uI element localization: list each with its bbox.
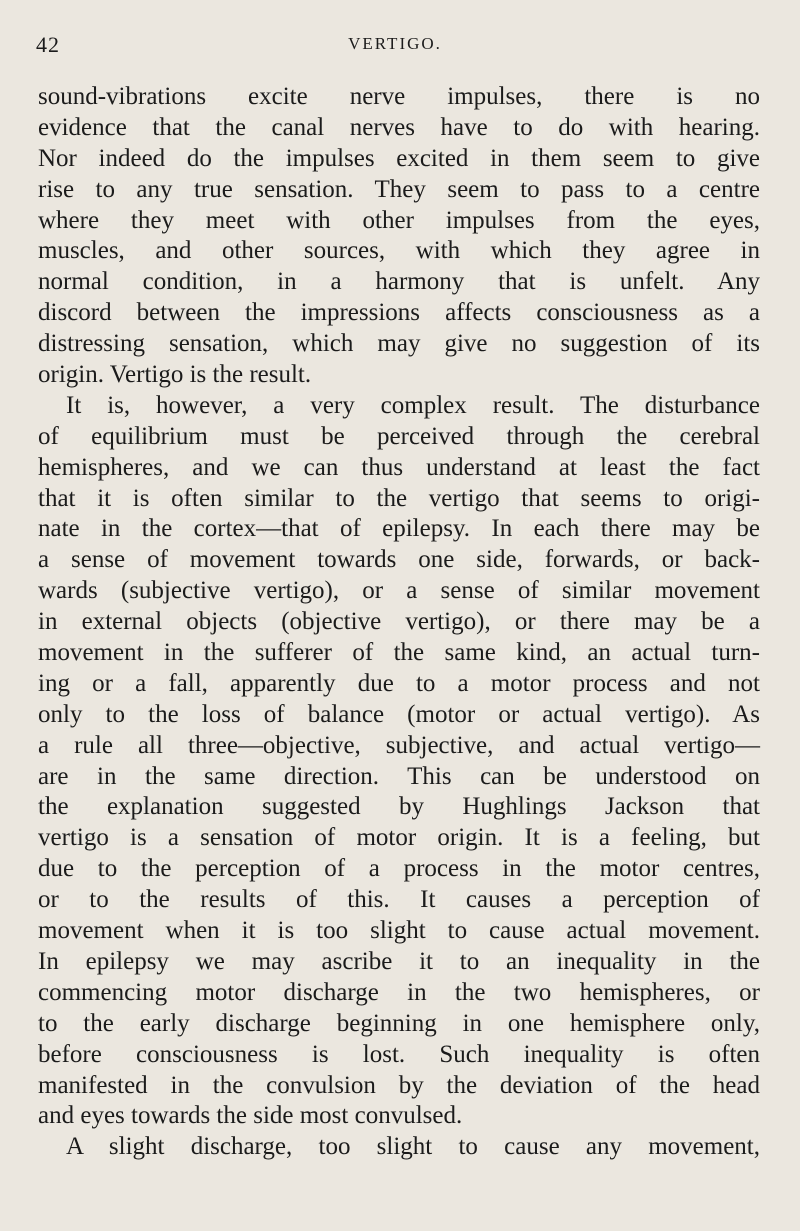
text-line: or to the results of this. It causes a perception of xyxy=(38,886,760,914)
page-header xyxy=(36,32,754,60)
text-line: muscles, and other sources, with which they agree in xyxy=(38,237,760,265)
running-title: VERTIGO. xyxy=(348,34,442,53)
text-line: distressing sensation, which may give no suggestion of its xyxy=(38,330,760,358)
text-line: sound-vibrations excite nerve impulses, there is no xyxy=(38,83,760,110)
text-line: movement in the sufferer of the same kind, an actual turn- xyxy=(38,639,760,667)
text-line: are in the same direction. This can be understood on xyxy=(38,762,760,790)
text-line: only to the loss of balance (motor or actual vertigo). As xyxy=(38,700,760,728)
text-line: normal condition, in a harmony that is unfelt. Any xyxy=(38,268,760,296)
text-line: ing or a fall, apparently due to a motor process and not xyxy=(38,669,760,697)
text-line: It is, however, a very complex result. The disturbance xyxy=(66,391,760,419)
text-line: of equilibrium must be perceived through the cerebral xyxy=(38,422,760,450)
text-line: a rule all three—objective, subjective, and actual vertigo— xyxy=(38,731,760,759)
text-line: a sense of movement towards one side, forwards, or back- xyxy=(38,546,760,574)
text-line: to the early discharge beginning in one hemisphere only, xyxy=(38,1009,760,1037)
text-line: A slight discharge, too slight to cause any movement, xyxy=(66,1133,760,1161)
text-line: In epilepsy we may ascribe it to an inequality in the xyxy=(38,947,760,975)
text-line: Nor indeed do the impulses excited in them seem to give xyxy=(38,144,760,172)
text-line: where they meet with other impulses from the eyes, xyxy=(38,206,760,234)
text-line: evidence that the canal nerves have to do with hearing. xyxy=(38,113,760,141)
text-line: wards (subjective vertigo), or a sense of similar movement xyxy=(38,577,760,605)
text-line: vertigo is a sensation of motor origin. It is a feeling, but xyxy=(38,824,760,852)
text-line: discord between the impressions affects consciousness as a xyxy=(38,299,760,327)
text-line: commencing motor discharge in the two hemispheres, or xyxy=(38,978,760,1006)
text-line: hemispheres, and we can thus understand at least the fact xyxy=(38,453,760,481)
text-line: manifested in the convulsion by the deviation of the head xyxy=(38,1071,760,1099)
text-line: that it is often similar to the vertigo that seems to origi- xyxy=(38,484,760,512)
text-line: and eyes towards the side most convulsed. xyxy=(38,1102,463,1130)
text-line: origin. Vertigo is the result. xyxy=(38,361,312,389)
page-number: 42 xyxy=(36,32,60,57)
text-line: movement when it is too slight to cause actual movement. xyxy=(38,917,760,945)
text-line: the explanation suggested by Hughlings Jackson that xyxy=(38,793,760,821)
text-line: in external objects (objective vertigo), or there may be a xyxy=(38,608,760,636)
text-line: due to the perception of a process in the motor centres, xyxy=(38,855,760,883)
body-text xyxy=(38,82,760,1163)
text-line: nate in the cortex—that of epilepsy. In each there may be xyxy=(38,515,760,543)
text-line: before consciousness is lost. Such inequality is often xyxy=(38,1040,760,1068)
text-line: rise to any true sensation. They seem to pass to a centre xyxy=(38,175,760,203)
